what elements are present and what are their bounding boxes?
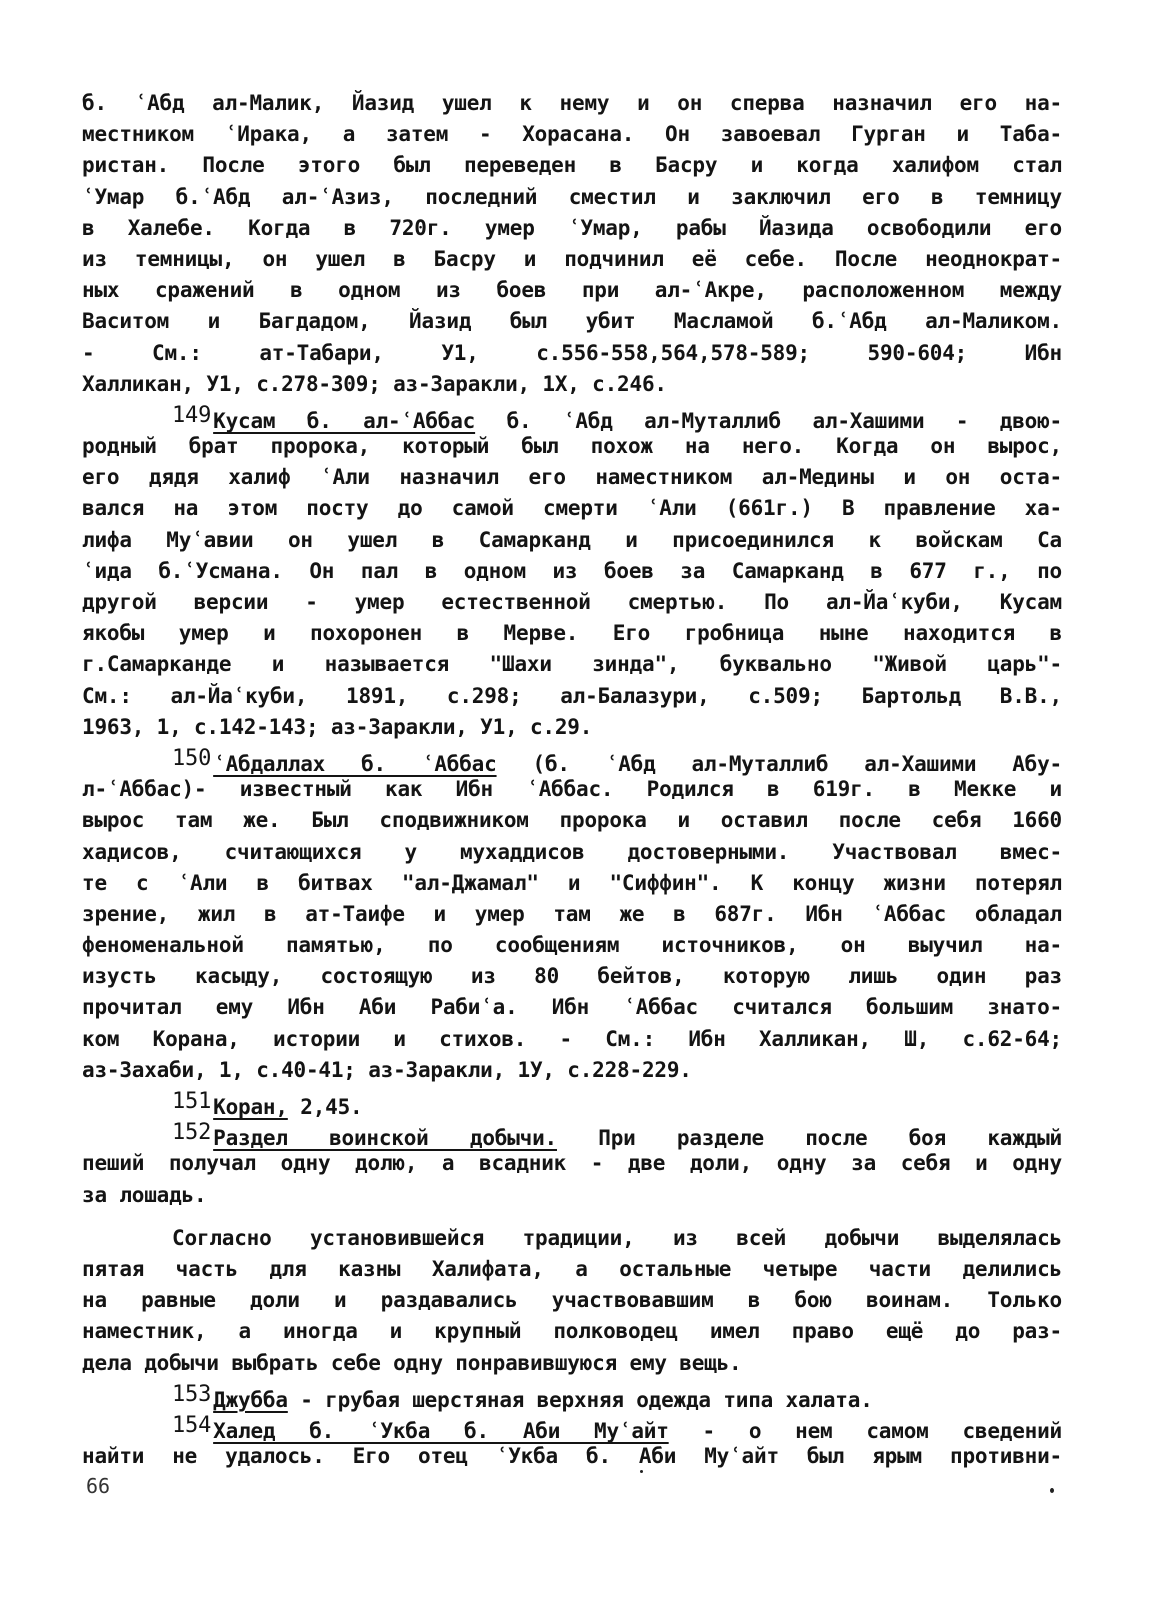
footnote-number: 153 bbox=[172, 1381, 212, 1407]
text-line bbox=[82, 431, 1062, 462]
line-text: за лошадь. bbox=[82, 1182, 207, 1207]
line-text: 2,45. bbox=[287, 1095, 363, 1119]
footnote-start-line bbox=[82, 1410, 1062, 1441]
footnote-start-line bbox=[82, 400, 1062, 431]
line-text: При разделе после боя каждый bbox=[557, 1126, 1062, 1151]
line-text: феноменальной памятью, по сообщениям источников, он выучил на- bbox=[82, 933, 1062, 958]
line-text: лифа Муʿавии он ушел в Самарканд и присоединился к войскам Са bbox=[82, 527, 1062, 552]
page-number: 66 bbox=[86, 1474, 111, 1498]
line-text: найти не удалось. Его отец ʿУкба б. Аби Муʿайт был ярым противни- bbox=[82, 1444, 1062, 1469]
line-text: (б. ʿАбд ал-Муталлиб ал-Хашими Абу- bbox=[496, 751, 1063, 776]
footnote-start-line bbox=[82, 1086, 1062, 1117]
line-text: другой версии - умер естественной смертью. По ал-Йаʿкуби, Кусам bbox=[82, 590, 1062, 614]
line-text: в Халебе. Когда в 720г. умер ʿУмар, рабы Йазида освободили его bbox=[82, 215, 1062, 240]
text-line bbox=[82, 774, 1062, 805]
text-line bbox=[82, 182, 1062, 213]
text-line bbox=[82, 681, 1062, 712]
line-text: зрение, жил в ат-Таифе и умер там же в 687г. Ибн ʿАббас обладал bbox=[82, 901, 1062, 926]
text-line bbox=[82, 462, 1062, 493]
line-text: родный брат пророка, который был похож на него. Когда он вырос, bbox=[82, 434, 1062, 459]
line-text: 1963, 1, с.142-143; аз-Заракли, У1, с.29. bbox=[82, 714, 593, 739]
line-text: ных сражений в одном из боев при ал-ʿАкре, расположенном между bbox=[82, 278, 1062, 303]
footnote-term: Джубба bbox=[213, 1387, 288, 1412]
text-line bbox=[82, 618, 1062, 649]
footnotes-text-block bbox=[82, 88, 1062, 1472]
line-text: наместник, а иногда и крупный полководец имел право ещё до раз- bbox=[82, 1319, 1062, 1344]
line-text: якобы умер и похоронен в Мерве. Его гробница ныне находится в bbox=[82, 621, 1062, 646]
footnote-number: 151 bbox=[172, 1089, 212, 1114]
line-text: местником ʿИрака, а затем - Хорасана. Он завоевал Гурган и Таба- bbox=[82, 122, 1062, 147]
text-line bbox=[82, 1180, 1062, 1211]
text-line bbox=[82, 1285, 1062, 1316]
footnote-term: Раздел воинской добычи. bbox=[213, 1126, 557, 1151]
line-text: хадисов, считающихся у мухаддисов достоверными. Участвовал вмес- bbox=[82, 839, 1062, 864]
text-line bbox=[82, 1024, 1062, 1055]
print-speck bbox=[1050, 1488, 1054, 1493]
print-speck bbox=[640, 1470, 643, 1473]
text-line bbox=[82, 306, 1062, 337]
line-text: Халликан, У1, с.278-309; аз-Заракли, 1Х, с.246. bbox=[82, 371, 667, 396]
text-line bbox=[82, 244, 1062, 275]
text-line bbox=[82, 961, 1062, 992]
text-line bbox=[82, 837, 1062, 868]
text-line bbox=[82, 649, 1062, 680]
footnote-term: Коран, bbox=[213, 1095, 288, 1119]
text-line bbox=[82, 525, 1062, 556]
line-text: вырос там же. Был сподвижником пророка и оставил после себя 1660 bbox=[82, 808, 1062, 833]
text-line bbox=[82, 587, 1062, 618]
text-line bbox=[82, 868, 1062, 899]
text-line bbox=[82, 1148, 1062, 1179]
line-text: ʿида б.ʿУсмана. Он пал в одном из боев за Самарканд в 677 г., по bbox=[82, 558, 1062, 583]
line-text: вался на этом посту до самой смерти ʿАли (661г.) В правление ха- bbox=[82, 496, 1062, 521]
text-line bbox=[82, 1055, 1062, 1086]
footnote-term: ʿАбдаллах б. ʿАббас bbox=[213, 751, 497, 776]
footnote-number: 152 bbox=[172, 1120, 212, 1146]
line-text: б. ʿАбд ал-Малик, Йазид ушел к нему и он сперва назначил его на- bbox=[82, 91, 1062, 115]
text-line bbox=[82, 1254, 1062, 1285]
text-line bbox=[82, 992, 1062, 1023]
text-line bbox=[82, 88, 1062, 119]
text-line bbox=[82, 119, 1062, 150]
text-line bbox=[82, 1223, 1062, 1254]
line-text: Согласно установившейся традиции, из всей добычи выделялась bbox=[172, 1225, 1062, 1250]
line-text: - грубая шерстяная верхняя одежда типа халата. bbox=[287, 1387, 873, 1412]
line-text: б. ʿАбд ал-Муталлиб ал-Хашими - двою- bbox=[475, 408, 1062, 433]
text-line bbox=[82, 930, 1062, 961]
line-text: пятая часть для казны Халифата, а остальные четыре части делились bbox=[82, 1256, 1062, 1281]
footnote-term: Халед б. ʿУкба б. Аби Муʿайт bbox=[213, 1418, 669, 1443]
footnote-start-line bbox=[82, 1379, 1062, 1410]
text-line bbox=[82, 338, 1062, 369]
line-text: ристан. После этого был переведен в Басру и когда халифом стал bbox=[82, 153, 1062, 178]
text-line bbox=[82, 712, 1062, 743]
text-line bbox=[82, 556, 1062, 587]
line-text: ком Корана, истории и стихов. - См.: Ибн Халликан, Ш, с.62-64; bbox=[82, 1026, 1062, 1051]
line-text: на равные доли и раздавались участвовавшим в бою воинам. Только bbox=[82, 1288, 1062, 1313]
line-text: Васитом и Багдадом, Йазид был убит Масламой б.ʿАбд ал-Маликом. bbox=[82, 309, 1062, 334]
line-text: из темницы, он ушел в Басру и подчинил её себе. После неоднократ- bbox=[82, 246, 1062, 271]
line-text: пеший получал одну долю, а всадник - две доли, одну за себя и одну bbox=[82, 1151, 1062, 1176]
line-text: те с ʿАли в битвах "ал-Джамал" и "Сиффин". К концу жизни потерял bbox=[82, 870, 1062, 895]
footnote-term: Кусам б. ал-ʿАббас bbox=[213, 408, 476, 433]
text-line bbox=[82, 899, 1062, 930]
text-line bbox=[82, 1316, 1062, 1347]
text-line bbox=[82, 493, 1062, 524]
text-line bbox=[82, 805, 1062, 836]
line-text: ʿУмар б.ʿАбд ал-ʿАзиз, последний сместил и заключил его в темницу bbox=[82, 184, 1062, 209]
line-text: дела добычи выбрать себе одну понравившуюся ему вещь. bbox=[82, 1350, 742, 1375]
footnote-number: 154 bbox=[172, 1412, 212, 1438]
footnote-start-line bbox=[82, 1117, 1062, 1151]
footnote-number: 150 bbox=[172, 745, 212, 771]
text-line bbox=[82, 150, 1062, 181]
line-text: - о нем самом сведений bbox=[668, 1418, 1062, 1443]
text-line bbox=[82, 275, 1062, 306]
text-line bbox=[82, 369, 1062, 400]
line-text: - См.: ат-Табари, У1, с.556-558,564,578-589; 590-604; Ибн bbox=[82, 340, 1062, 365]
line-text: л-ʿАббас)- известный как Ибн ʿАббас. Родился в 619г. в Мекке и bbox=[82, 777, 1062, 802]
line-text: его дядя халиф ʿАли назначил его наместником ал-Медины и он оста- bbox=[82, 465, 1062, 490]
line-text: изусть касыду, состоящую из 80 бейтов, которую лишь один раз bbox=[82, 964, 1062, 989]
text-line bbox=[82, 213, 1062, 244]
line-text: аз-Захаби, 1, с.40-41; аз-Заракли, 1У, с.228-229. bbox=[82, 1057, 692, 1082]
line-text: прочитал ему Ибн Аби Рабиʿа. Ибн ʿАббас считался большим знато- bbox=[82, 995, 1062, 1020]
footnote-number: 149 bbox=[172, 402, 212, 428]
line-text: г.Самарканде и называется "Шахи зинда", буквально "Живой царь"- bbox=[82, 652, 1062, 677]
line-text: См.: ал-Йаʿкуби, 1891, с.298; ал-Балазури, с.509; Бартольд В.В., bbox=[82, 683, 1062, 708]
text-line bbox=[82, 1441, 1062, 1472]
footnote-start-line bbox=[82, 743, 1062, 774]
text-line bbox=[82, 1348, 1062, 1379]
